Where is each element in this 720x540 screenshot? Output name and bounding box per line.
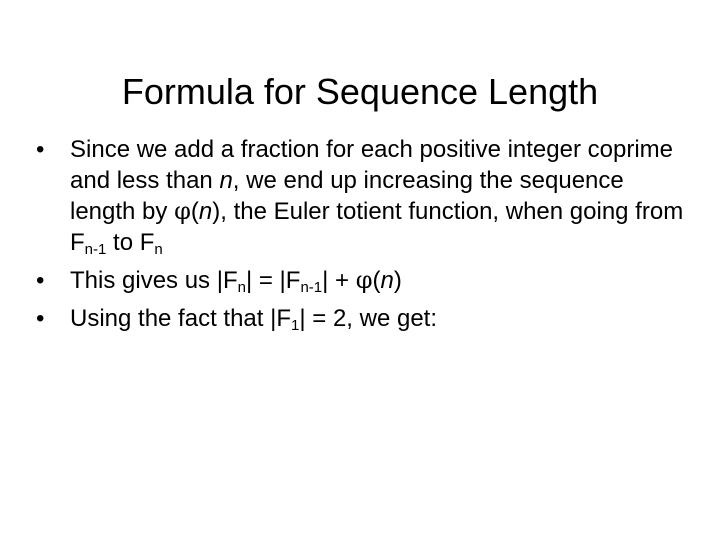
subscript-n-minus-one: n-1 <box>84 241 107 258</box>
bullet-item-sequence-length-increase <box>36 134 684 258</box>
bullet-text-segment: Using the fact that |F <box>70 305 292 332</box>
subscript-n: n <box>237 279 246 296</box>
phi-symbol: φ <box>174 197 191 225</box>
bullet-text-segment: , we end up increasing the sequence length by <box>70 167 624 225</box>
bullet-text <box>70 136 683 256</box>
bullet-item-base-case <box>36 303 684 334</box>
bullet-icon: • <box>36 136 45 163</box>
close-parenthesis: ) <box>393 267 402 294</box>
bullet-text-segment: ), the Euler totient function, when going from F <box>70 198 684 256</box>
slide-title: Formula for Sequence Length <box>121 71 599 113</box>
open-parenthesis: ( <box>372 267 381 294</box>
bullet-item-recurrence <box>36 265 684 296</box>
bullet-text-segment: This gives us |F <box>70 267 238 294</box>
bullet-icon: • <box>36 305 45 332</box>
subscript-one: 1 <box>291 317 300 334</box>
variable-n: n <box>380 267 394 294</box>
bullet-list <box>36 134 684 341</box>
bullet-text-segment: to F <box>106 229 155 256</box>
subscript-n-minus-one: n-1 <box>300 279 323 296</box>
phi-symbol: φ <box>355 266 373 294</box>
variable-n: n <box>198 198 213 225</box>
bullet-text-segment: | = 2, we get: <box>299 305 438 332</box>
bullet-text-segment: | = |F <box>245 267 301 294</box>
open-parenthesis: ( <box>190 198 199 225</box>
bullet-text-segment: | + <box>322 267 356 294</box>
bullet-text <box>70 267 402 294</box>
variable-n: n <box>219 167 233 194</box>
bullet-text <box>70 305 437 332</box>
subscript-n: n <box>154 241 163 258</box>
bullet-icon: • <box>36 267 45 294</box>
bullet-text-segment: Since we add a fraction for each positive integer coprime and less than <box>70 136 673 194</box>
